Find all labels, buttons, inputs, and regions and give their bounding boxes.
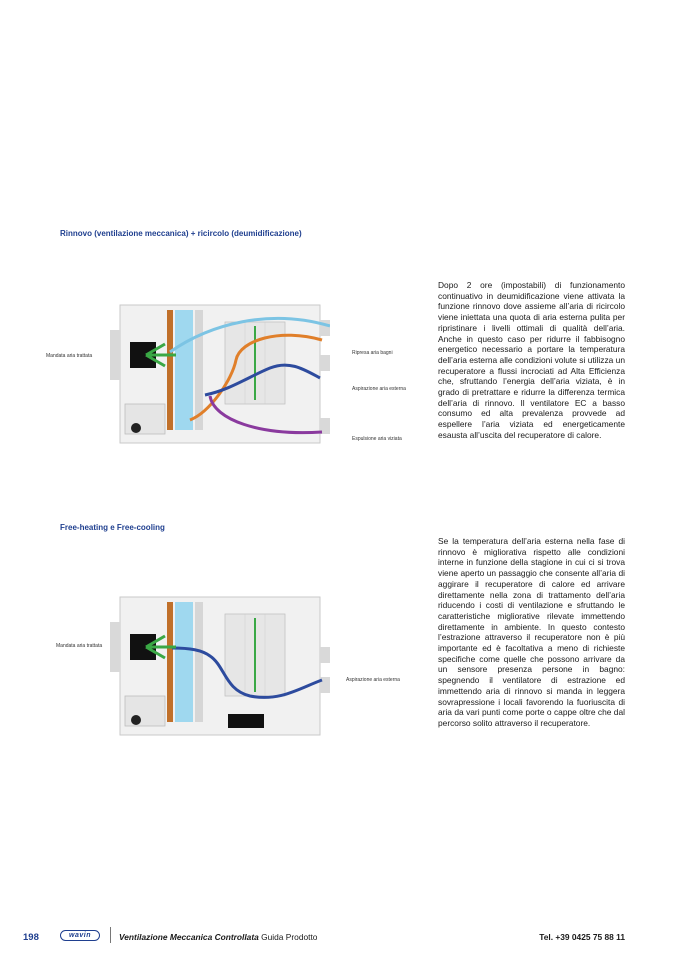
outdoor-intake-collar [320,647,330,663]
outdoor-intake-collar [320,355,330,371]
paragraph-free-heating: Se la temperatura dell’aria esterna nella fase di rinnovo è migliorativa rispetto alle condizioni interne in funzione della stagione in cui ci si trova viene aperto un passaggio che consente all’aria di aggirare il recuperatore di calore ed arrivare direttamente nella zona di trattamento dell’aria riducendo i costi di ventilazione e sfruttando le caratteristiche migliorative rilevate immettendo direttamente in ambiente. In questo contesto l’estrazione attraverso il recuperatore non è più importante ed è facoltativa a meno di richieste specifiche come quelle che possono arrivare da un sensore presenza persone in bagno: spegnendo il ventilatore di estrazione ed immettendo aria di rinnovo si manda in leggera sovrapressione i locali favorendo la fuoriuscita di aria da vari punti come porte o cappe oltre che dal percorso solito attraverso il recuperatore. [438,536,625,728]
footer-phone: Tel. +39 0425 75 88 11 [539,932,625,942]
wavin-logo: wavin [60,930,100,941]
label-outdoor-intake-1: Aspirazione aria esterna [352,386,406,392]
label-outdoor-intake-2: Aspirazione aria esterna [346,677,400,683]
diagram-rinnovo [110,300,330,450]
section-title-rinnovo: Rinnovo (ventilazione meccanica) + ricircolo (deumidificazione) [60,229,302,238]
label-supply-1: Mandata aria trattata [46,353,93,359]
section-title-free-heating: Free-heating e Free-cooling [60,523,165,532]
footer-title [119,932,317,942]
supply-duct-collar [110,622,120,672]
compressor-bay [125,696,165,726]
footer-title-bold: Ventilazione Meccanica Controllata [119,932,259,942]
label-exhaust: Espulsione aria viziata [352,436,402,442]
page-number: 198 [23,932,39,943]
copper-coil [167,602,173,722]
compressor [131,715,141,725]
copper-coil [167,310,173,430]
label-bathroom-return: Ripresa aria bagni [352,350,393,356]
water-coil [175,602,193,722]
compressor [131,423,141,433]
footer-divider [110,927,111,943]
filter [195,602,203,722]
footer-title-rest: Guida Prodotto [258,932,318,942]
supply-duct-collar [110,330,120,380]
label-supply-2: Mandata aria trattata [56,643,103,649]
page-footer [0,926,677,950]
diagram-free-heating [110,592,330,742]
compressor-bay [125,404,165,434]
paragraph-rinnovo: Dopo 2 ore (impostabili) di funzionamento continuativo in deumidificazione viene attivata la funzione rinnovo dove assieme all’aria di ricircolo viene iniettata una quota di aria esterna pulita per ripristinare i livelli ottimali di qualità dell’aria. Anche in questo caso per ridurre il fabbisogno energetico necessario a portare la temperatura dell’aria esterna alle condizioni volute si utilizza un recuperatore a flussi incrociati ad Alta Efficienza che, sfruttando l’energia dell’aria viziata, è in grado di pretrattare e ridurre la differenza termica dell’aria di rinnovo. Il ventilatore EC a basso consumo ed alta prevalenza provvede ad espellere l’aria viziata ed energeticamente esausta all’uscita del recuperatore di calore. [438,280,625,440]
exhaust-fan-off [228,714,264,728]
water-coil [175,310,193,430]
